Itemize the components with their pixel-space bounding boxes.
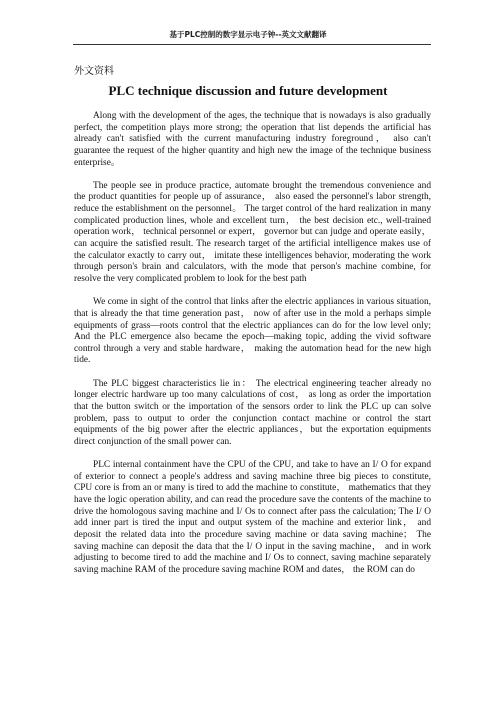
header-divider	[73, 44, 431, 45]
document-title: PLC technique discussion and future development	[108, 83, 388, 98]
body-text	[74, 111, 431, 588]
paragraph-1: Along with the development of the ages, the technique that is nowadays is also gradually perfect, the competition plays more strong; the operation that list depends the artificial has already can't satisfied with the current manufacturing industry foreground， also can't guarantee the request of the higher quantity and high new the image of the technique business enterprise。	[74, 111, 431, 168]
paragraph-5: PLC internal containment have the CPU of the CPU, and take to have an I/ O for expand of exterior to connect a people's address and saving machine three big pieces to constitute, CPU core is from an or many is tired to add the machine to constitute， mathematics that they have the logic operation ability, and can read the procedure save the contents of the machine to drive the homologous saving machine and I/ Os to connect after pass the calculation; The I/ O add inner part is tired the input and output system of the machine and exterior link， and deposit the related data into the procedure saving machine or data saving machine； The saving machine can deposit the data that the I/ O input in the saving machine， and in work adjusting to become tired to add the machine and I/ Os to connect, saving machine separately saving machine RAM of the procedure saving machine ROM and dates， the ROM can do	[74, 460, 431, 575]
paragraph-4: The PLC biggest characteristics lie in： The electrical engineering teacher already no longer electric hardware up too many calculations of cost， as long as order the importation that the button switch or the importation of the sensors order to link the PLC up can solve problem, pass to output to order the conjunction contact machine or control the start equipments of the big power after the electric appliances，but the exportation equipments direct conjunction of the small power can.	[74, 378, 431, 447]
section-label: 外文资料	[74, 66, 114, 77]
running-header: 基于PLC控制的数字显示电子钟--英文文献翻译	[169, 30, 327, 39]
paragraph-2: The people see in produce practice, automate brought the tremendous convenience and the product quantities for people up of assurance， also eased the personnel's labor strength, reduce the establishment on the personnel。 The target control of the hard realization in many complicated production lines, whole and excellent turn， the best decision etc., well-trained operation work， technical personnel or expert， governor but can judge and operate easily， can acquire the satisfied result. The research target of the artificial intelligence makes use of the calculator exactly to carry out， imitate these intelligences behavior, moderating the work through person's brain and calculators, with the mode that person's machine combine, for resolve the very complicated problem to look for the best path	[74, 180, 431, 285]
paragraph-3: We come in sight of the control that links after the electric appliances in various situation, that is already the that time generation past， now of after use in the mold a perhaps simple equipments of grass—roots control that the electric appliances can do for the low level only; And the PLC emergence also became the epoch—making topic, adding the vivid software control through a very and stable hardware， making the automation head for the new high tide.	[74, 297, 431, 366]
